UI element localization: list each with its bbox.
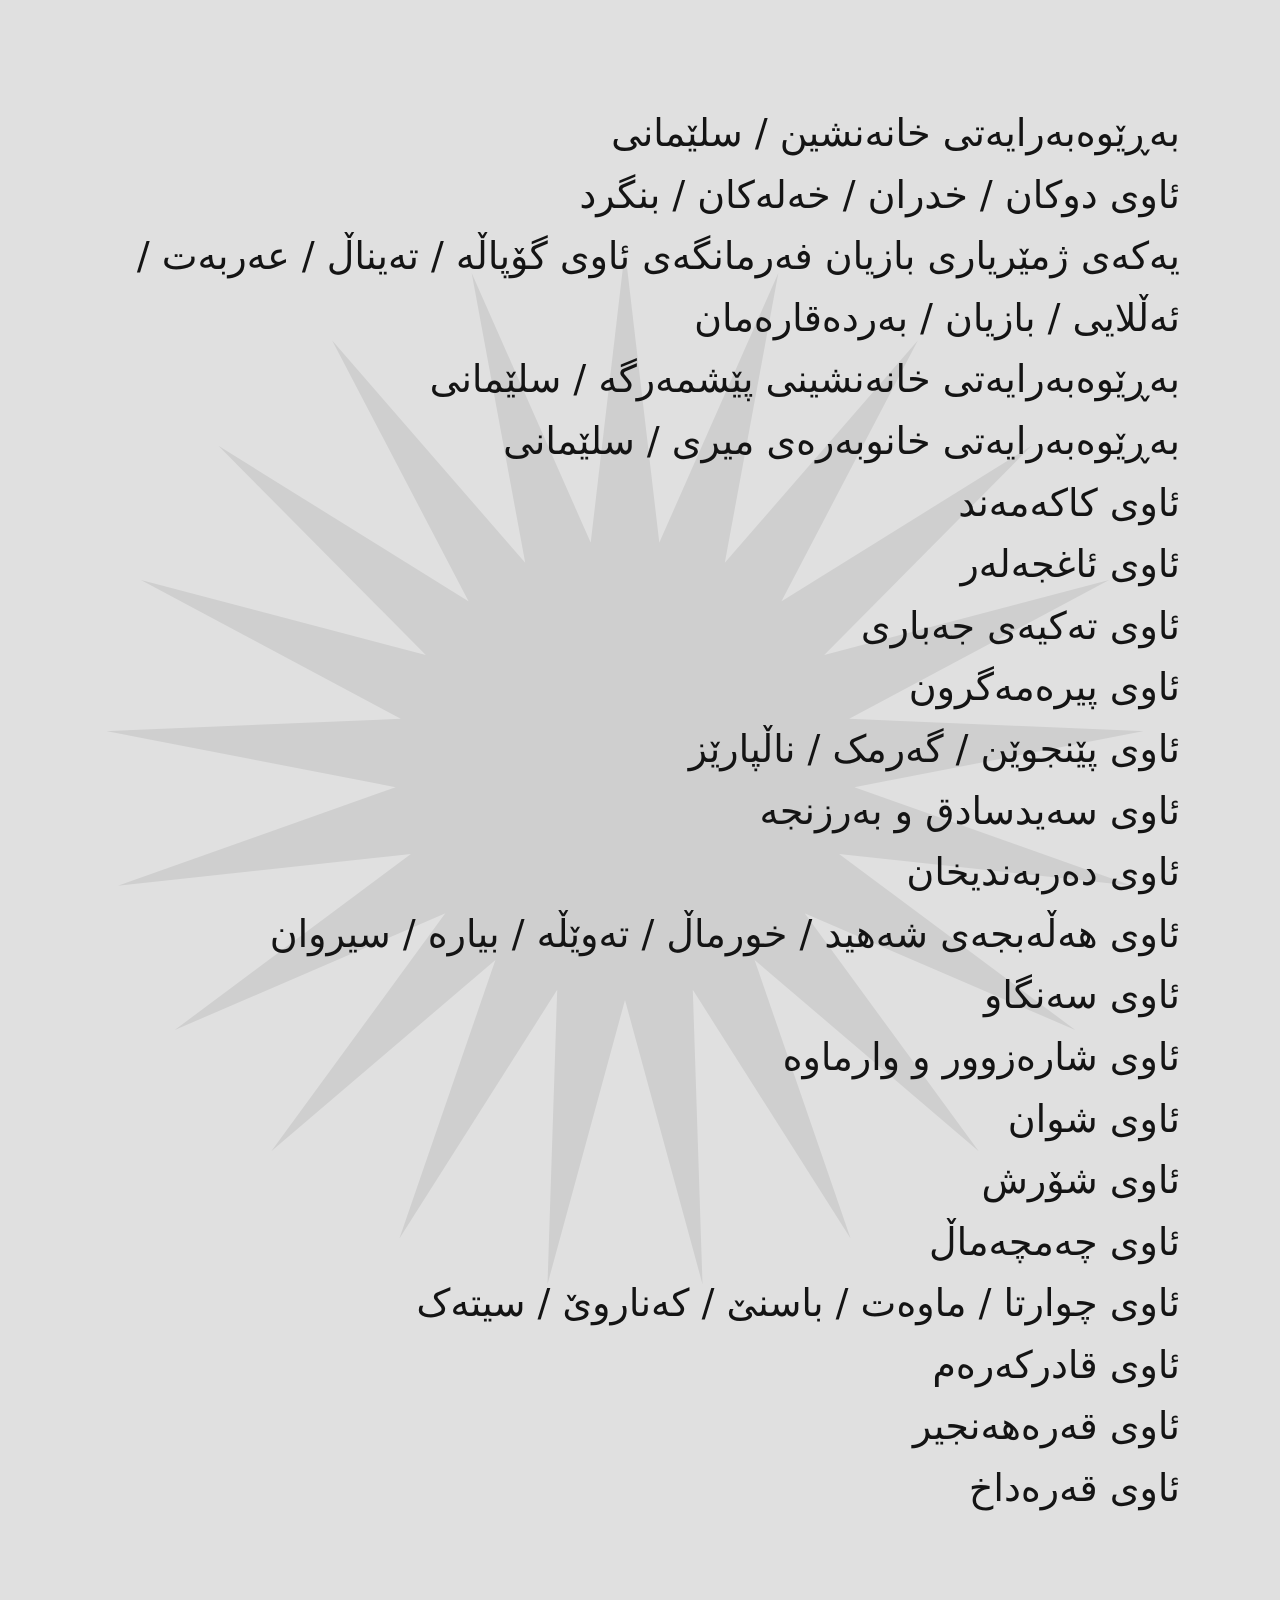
list-line-1: بەڕێوەبەرایەتی خانەنشین / سلێمانی [611, 111, 1180, 155]
list-line-8: ئاوی ئاغجەلەر [960, 542, 1180, 587]
list-line-16: ئاوی شارەزوور و وارماوە [782, 1034, 1180, 1079]
list-line-19: ئاوی چەمچەماڵ [929, 1219, 1180, 1264]
list-line-2: ئاوی دوکان / خدران / خەلەکان / بنگرد [579, 172, 1180, 217]
list-line-9: ئاوی تەکیەی جەباری [860, 603, 1180, 648]
list-line-17: ئاوی شوان [1007, 1096, 1180, 1141]
list-line-12: ئاوی سەیدسادق و بەرزنجە [759, 788, 1180, 833]
list-line-5: بەڕێوەبەرایەتی خانەنشینی پێشمەرگە / سلێمانی [429, 357, 1180, 402]
list-line-21: ئاوی قادرکەرەم [932, 1342, 1180, 1387]
list-line-11: ئاوی پێنجوێن / گەرمک / ناڵپارێز [688, 726, 1180, 771]
list-line-14: ئاوی هەڵەبجەی شەهید / خورماڵ / تەوێڵە / بیارە / سیروان [269, 911, 1180, 956]
list-line-22: ئاوی قەرەهەنجیر [912, 1404, 1180, 1449]
office-list [60, 103, 1180, 1520]
list-line-13: ئاوی دەربەندیخان [906, 850, 1180, 895]
list-line-23: ئاوی قەرەداخ [968, 1466, 1180, 1511]
list-line-10: ئاوی پیرەمەگرون [908, 665, 1180, 710]
list-line-7: ئاوی کاکەمەند [958, 480, 1180, 525]
list-line-18: ئاوی شۆرش [981, 1158, 1180, 1203]
list-line-4: ئەڵلایی / بازیان / بەردەقارەمان [694, 295, 1180, 340]
list-line-20: ئاوی چوارتا / ماوەت / باسنێ / کەناروێ / سیتەک [416, 1281, 1180, 1326]
list-line-3: یەکەی ژمێریاری بازیان فەرمانگەی ئاوی گۆپاڵە / تەیناڵ / عەربەت / [136, 234, 1180, 279]
list-line-15: ئاوی سەنگاو [983, 973, 1180, 1018]
list-line-6: بەڕێوەبەرایەتی خانوبەرەی میری / سلێمانی [503, 418, 1180, 463]
